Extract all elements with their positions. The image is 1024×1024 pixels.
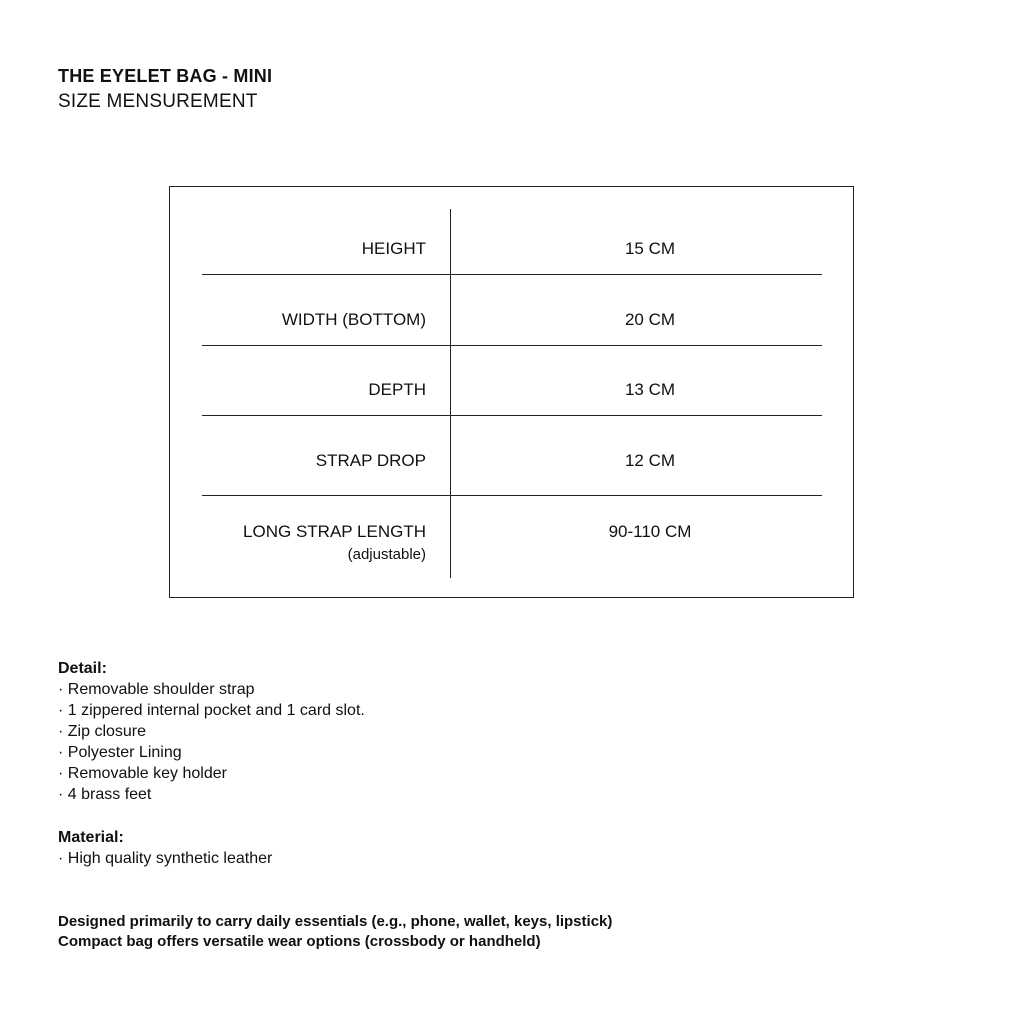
row-divider — [202, 495, 822, 496]
row-divider — [202, 345, 822, 346]
footer-note: Designed primarily to carry daily essentials (e.g., phone, wallet, keys, lipstick) — [58, 913, 613, 930]
page-subtitle: SIZE MENSUREMENT — [58, 91, 258, 112]
row-label-width: WIDTH (BOTTOM) — [281, 310, 426, 329]
row-value-long-strap: 90-110 CM — [608, 522, 692, 541]
row-divider — [202, 415, 822, 416]
detail-heading: Detail: — [58, 660, 107, 677]
row-label-long-strap: LONG STRAP LENGTH — [243, 522, 426, 541]
row-note-adjustable: (adjustable) — [347, 546, 426, 563]
page-title: THE EYELET BAG - MINI — [58, 66, 273, 86]
material-item: · High quality synthetic leather — [58, 850, 273, 867]
row-value-width: 20 CM — [624, 310, 676, 329]
footer-notes — [58, 912, 612, 952]
row-divider — [202, 274, 822, 275]
row-label-height: HEIGHT — [361, 239, 426, 258]
row-value-height: 15 CM — [624, 239, 676, 258]
row-value-strap-drop: 12 CM — [624, 451, 676, 470]
detail-section — [58, 658, 365, 805]
row-label-depth: DEPTH — [368, 380, 426, 399]
detail-item: · 1 zippered internal pocket and 1 card slot. — [58, 702, 365, 719]
detail-item: · Zip closure — [58, 723, 147, 740]
table-column-divider — [450, 209, 451, 578]
row-label-strap-drop: STRAP DROP — [315, 451, 426, 470]
size-table — [169, 186, 854, 598]
row-value-depth: 13 CM — [624, 380, 676, 399]
detail-item: · Removable shoulder strap — [58, 681, 255, 698]
footer-note: Compact bag offers versatile wear options (crossbody or handheld) — [58, 933, 541, 950]
detail-item: · Polyester Lining — [58, 744, 182, 761]
detail-item: · Removable key holder — [58, 765, 227, 782]
detail-item: · 4 brass feet — [58, 786, 152, 803]
material-section — [58, 827, 272, 869]
material-heading: Material: — [58, 829, 124, 846]
